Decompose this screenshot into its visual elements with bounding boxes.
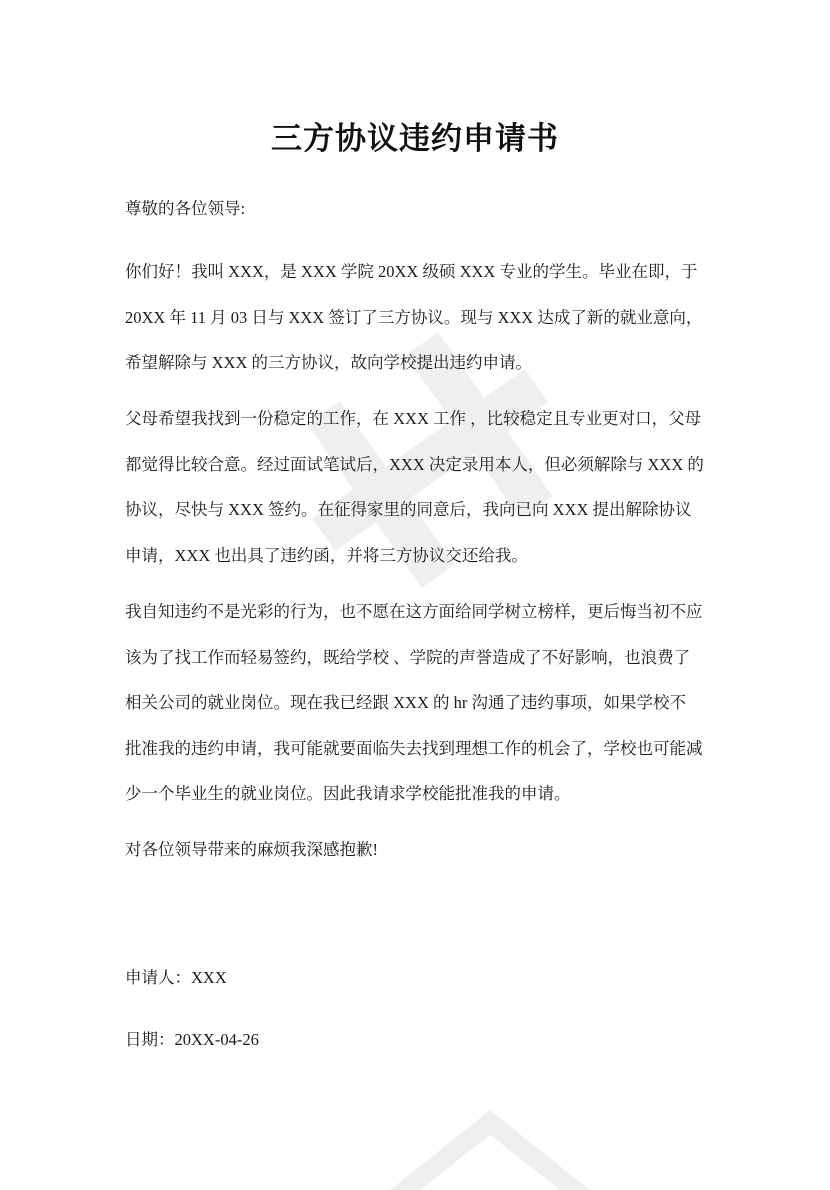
text-line: 协议，尽快与 XXX 签约。在征得家里的同意后，我向已向 XXX 提出解除协议 — [125, 500, 692, 519]
paragraph-2 — [125, 396, 720, 578]
text-line: 20XX 年 11 月 03 日与 XXX 签订了三方协议。现与 XXX 达成了新的就业意向， — [125, 307, 703, 327]
page-title: 三方协议违约申请书 — [271, 121, 559, 157]
text-line: 批准我的违约申请，我可能就要面临失去找到理想工作的机会了，学校也可能减 — [125, 738, 703, 758]
watermark-icon — [390, 1110, 590, 1190]
text-line: 相关公司的就业岗位。现在我已经跟 XXX 的 hr 沟通了违约事项，如果学校不 — [125, 693, 686, 712]
text-line: 该为了找工作而轻易签约，既给学校 、学院的声誉造成了不好影响，也浪费了 — [125, 647, 691, 667]
date-line: 日期：20XX-04-26 — [125, 1030, 259, 1049]
text-line: 申请，XXX 也出具了违约函，并将三方协议交还给我。 — [125, 545, 528, 565]
text-line: 希望解除与 XXX 的三方协议，故向学校提出违约申请。 — [125, 353, 532, 372]
closing-line: 对各位领导带来的麻烦我深感抱歉! — [125, 840, 378, 859]
text-line: 父母希望我找到一份稳定的工作，在 XXX 工作 ，比较稳定且专业更对口，父母 — [125, 409, 702, 428]
text-line: 少一个毕业生的就业岗位。因此我请求学校能批准我的申请。 — [125, 784, 571, 803]
salutation: 尊敬的各位领导: — [125, 199, 246, 218]
applicant-signature: 申请人：XXX — [125, 968, 227, 987]
paragraph-3 — [125, 589, 720, 817]
text-line: 我自知违约不是光彩的行为，也不愿在这方面给同学树立榜样，更后悔当初不应 — [125, 602, 703, 621]
text-line: 你们好！我叫 XXX，是 XXX 学院 20XX 级硕 XXX 专业的学生。毕业在即，于 — [125, 262, 698, 281]
text-line: 都觉得比较合意。经过面试笔试后，XXX 决定录用本人，但必须解除与 XXX 的 — [125, 454, 704, 474]
paragraph-1 — [125, 249, 720, 386]
